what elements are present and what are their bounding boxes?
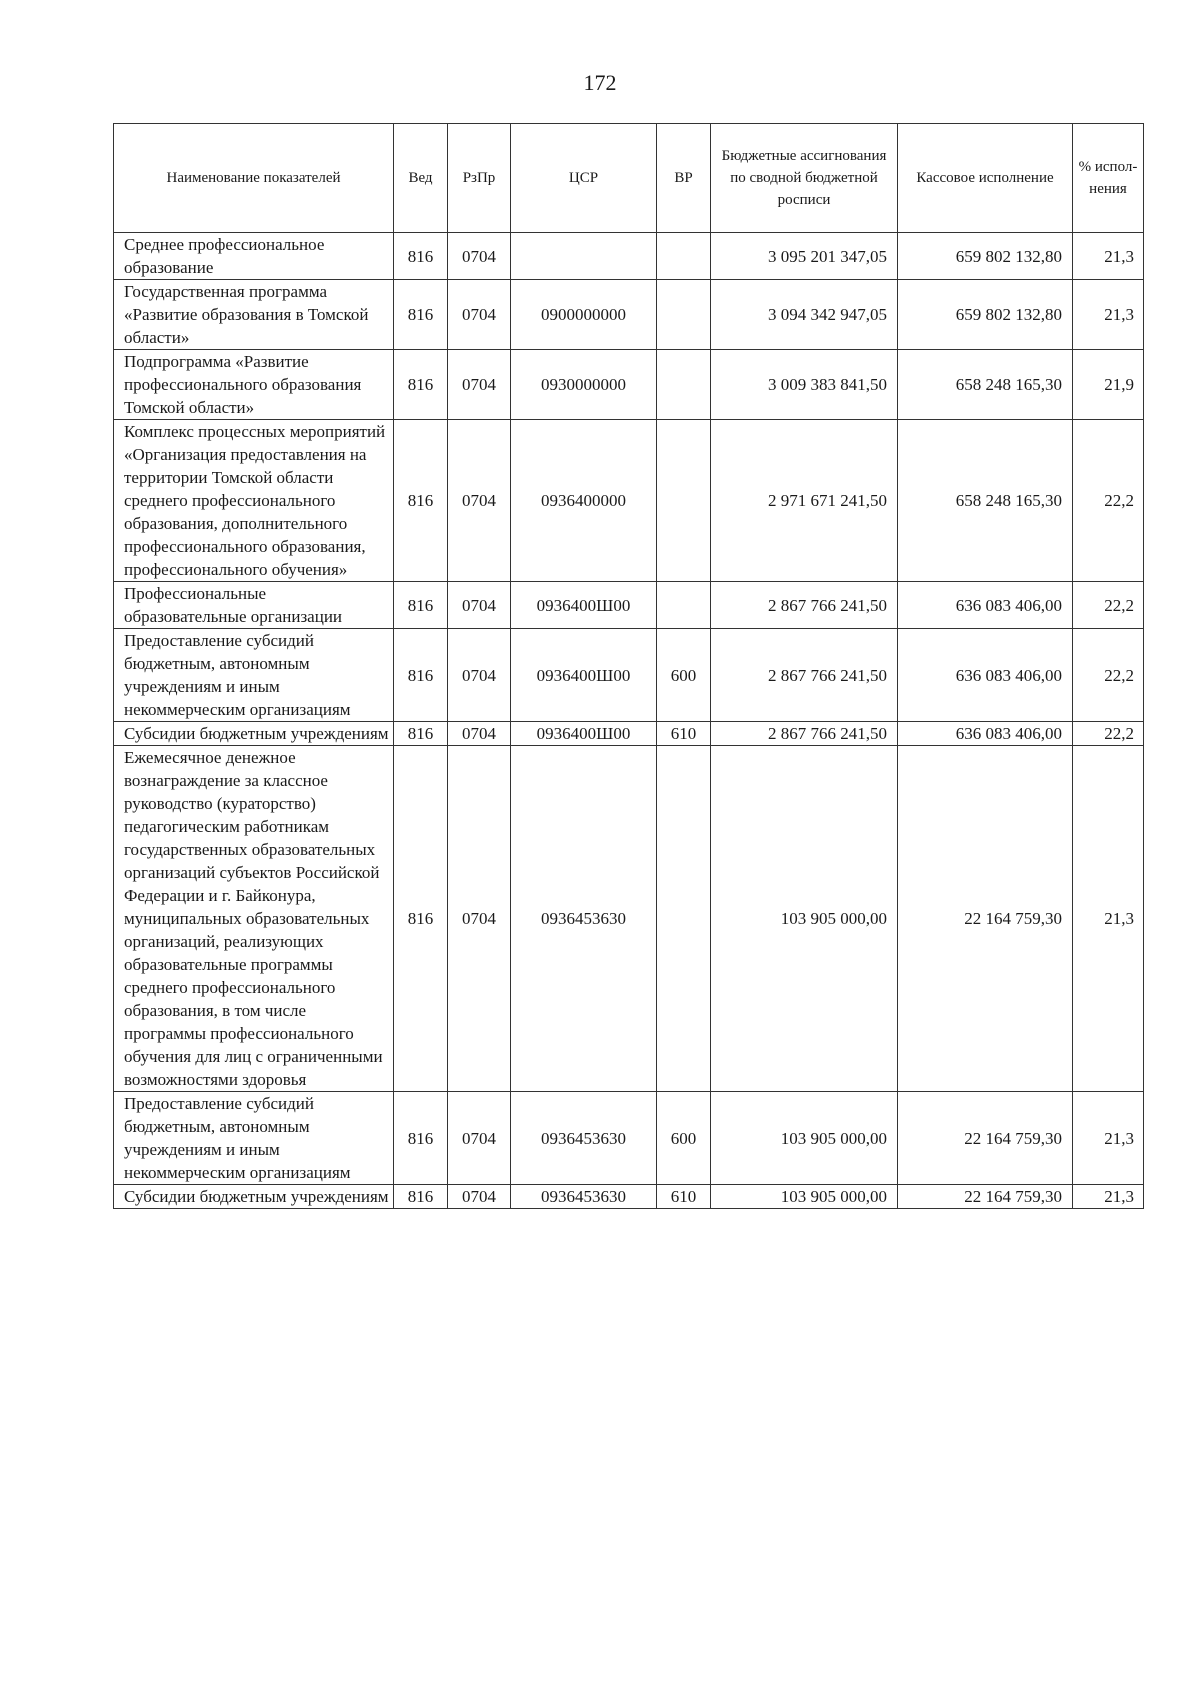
row-vr-cell <box>657 350 711 420</box>
row-assignments-cell: 2 867 766 241,50 <box>711 722 898 746</box>
row-rzpr-cell: 0704 <box>448 1092 511 1185</box>
row-rzpr-cell: 0704 <box>448 582 511 629</box>
table-row <box>114 746 1144 1092</box>
row-csr-cell: 0936453630 <box>511 1185 657 1209</box>
row-cash-execution-cell: 658 248 165,30 <box>898 350 1073 420</box>
row-csr-cell: 0936453630 <box>511 746 657 1092</box>
table-row <box>114 233 1144 280</box>
row-vr-cell: 610 <box>657 722 711 746</box>
row-ved-cell: 816 <box>394 722 448 746</box>
row-percent-cell: 21,9 <box>1073 350 1144 420</box>
row-vr-cell <box>657 582 711 629</box>
row-rzpr-cell: 0704 <box>448 1185 511 1209</box>
row-ved-cell: 816 <box>394 582 448 629</box>
col-header-cash-execution: Кассовое исполнение <box>898 124 1073 233</box>
row-cash-execution-cell: 22 164 759,30 <box>898 746 1073 1092</box>
table-row <box>114 1092 1144 1185</box>
row-ved-cell: 816 <box>394 280 448 350</box>
row-assignments-cell: 2 867 766 241,50 <box>711 582 898 629</box>
row-csr-cell <box>511 233 657 280</box>
row-vr-cell <box>657 280 711 350</box>
col-header-rzpr: РзПр <box>448 124 511 233</box>
row-cash-execution-cell: 659 802 132,80 <box>898 233 1073 280</box>
table-row <box>114 350 1144 420</box>
table-row <box>114 420 1144 582</box>
row-percent-cell: 22,2 <box>1073 420 1144 582</box>
row-rzpr-cell: 0704 <box>448 746 511 1092</box>
row-vr-cell <box>657 420 711 582</box>
row-ved-cell: 816 <box>394 1092 448 1185</box>
row-rzpr-cell: 0704 <box>448 350 511 420</box>
row-name-cell: Профессиональные образовательные организации <box>114 582 394 629</box>
row-csr-cell: 0930000000 <box>511 350 657 420</box>
budget-table <box>113 123 1144 1209</box>
row-csr-cell: 0936453630 <box>511 1092 657 1185</box>
row-cash-execution-cell: 22 164 759,30 <box>898 1092 1073 1185</box>
row-csr-cell: 0900000000 <box>511 280 657 350</box>
row-percent-cell: 21,3 <box>1073 746 1144 1092</box>
row-name-cell: Субсидии бюджетным учреждениям <box>114 1185 394 1209</box>
row-csr-cell: 0936400Ш00 <box>511 629 657 722</box>
row-assignments-cell: 3 095 201 347,05 <box>711 233 898 280</box>
row-ved-cell: 816 <box>394 1185 448 1209</box>
row-name-cell: Ежемесячное денежное вознаграждение за классное руководство (кураторство) педагогическим работникам государственных образовательных организаций субъектов Российской Федерации и г. Байконура, муниципальных образовательных организаций, реализующих образовательные программы среднего профессионального образования, в том числе программы профессионального обучения для лиц с ограниченными возможностями здоровья <box>114 746 394 1092</box>
table-row <box>114 1185 1144 1209</box>
col-header-csr: ЦСР <box>511 124 657 233</box>
row-assignments-cell: 103 905 000,00 <box>711 746 898 1092</box>
row-rzpr-cell: 0704 <box>448 722 511 746</box>
col-header-ved: Вед <box>394 124 448 233</box>
row-csr-cell: 0936400Ш00 <box>511 582 657 629</box>
row-ved-cell: 816 <box>394 233 448 280</box>
row-csr-cell: 0936400000 <box>511 420 657 582</box>
row-name-cell: Подпрограмма «Развитие профессионального образования Томской области» <box>114 350 394 420</box>
page-number: 172 <box>583 70 617 95</box>
header-row <box>114 124 1144 233</box>
row-rzpr-cell: 0704 <box>448 233 511 280</box>
row-vr-cell: 600 <box>657 1092 711 1185</box>
row-cash-execution-cell: 636 083 406,00 <box>898 582 1073 629</box>
row-name-cell: Государственная программа «Развитие образования в Томской области» <box>114 280 394 350</box>
row-cash-execution-cell: 636 083 406,00 <box>898 722 1073 746</box>
row-rzpr-cell: 0704 <box>448 420 511 582</box>
table-row <box>114 582 1144 629</box>
row-cash-execution-cell: 22 164 759,30 <box>898 1185 1073 1209</box>
row-assignments-cell: 2 867 766 241,50 <box>711 629 898 722</box>
row-percent-cell: 22,2 <box>1073 582 1144 629</box>
row-cash-execution-cell: 658 248 165,30 <box>898 420 1073 582</box>
col-header-vr: ВР <box>657 124 711 233</box>
row-vr-cell: 610 <box>657 1185 711 1209</box>
row-csr-cell: 0936400Ш00 <box>511 722 657 746</box>
row-vr-cell <box>657 233 711 280</box>
row-assignments-cell: 3 009 383 841,50 <box>711 350 898 420</box>
row-assignments-cell: 2 971 671 241,50 <box>711 420 898 582</box>
row-percent-cell: 21,3 <box>1073 1185 1144 1209</box>
row-percent-cell: 21,3 <box>1073 1092 1144 1185</box>
row-name-cell: Предоставление субсидий бюджетным, автономным учреждениям и иным некоммерческим организациям <box>114 629 394 722</box>
table-row <box>114 280 1144 350</box>
row-assignments-cell: 3 094 342 947,05 <box>711 280 898 350</box>
row-name-cell: Предоставление субсидий бюджетным, автономным учреждениям и иным некоммерческим организациям <box>114 1092 394 1185</box>
row-ved-cell: 816 <box>394 420 448 582</box>
row-assignments-cell: 103 905 000,00 <box>711 1185 898 1209</box>
row-cash-execution-cell: 659 802 132,80 <box>898 280 1073 350</box>
row-rzpr-cell: 0704 <box>448 280 511 350</box>
row-vr-cell: 600 <box>657 629 711 722</box>
col-header-name: Наименование показателей <box>114 124 394 233</box>
row-name-cell: Субсидии бюджетным учреждениям <box>114 722 394 746</box>
row-percent-cell: 22,2 <box>1073 629 1144 722</box>
row-rzpr-cell: 0704 <box>448 629 511 722</box>
col-header-assignments: Бюджетные ассигнования по сводной бюджетной росписи <box>711 124 898 233</box>
row-ved-cell: 816 <box>394 629 448 722</box>
row-ved-cell: 816 <box>394 350 448 420</box>
row-percent-cell: 21,3 <box>1073 233 1144 280</box>
table-row <box>114 722 1144 746</box>
row-name-cell: Комплекс процессных мероприятий «Организация предоставления на территории Томской области среднего профессионального образования, дополнительного профессионального образования, профессионального обучения» <box>114 420 394 582</box>
row-name-cell: Среднее профессиональное образование <box>114 233 394 280</box>
col-header-percent: % испол-нения <box>1073 124 1144 233</box>
row-percent-cell: 22,2 <box>1073 722 1144 746</box>
table-row <box>114 629 1144 722</box>
row-vr-cell <box>657 746 711 1092</box>
row-percent-cell: 21,3 <box>1073 280 1144 350</box>
row-assignments-cell: 103 905 000,00 <box>711 1092 898 1185</box>
row-cash-execution-cell: 636 083 406,00 <box>898 629 1073 722</box>
row-ved-cell: 816 <box>394 746 448 1092</box>
